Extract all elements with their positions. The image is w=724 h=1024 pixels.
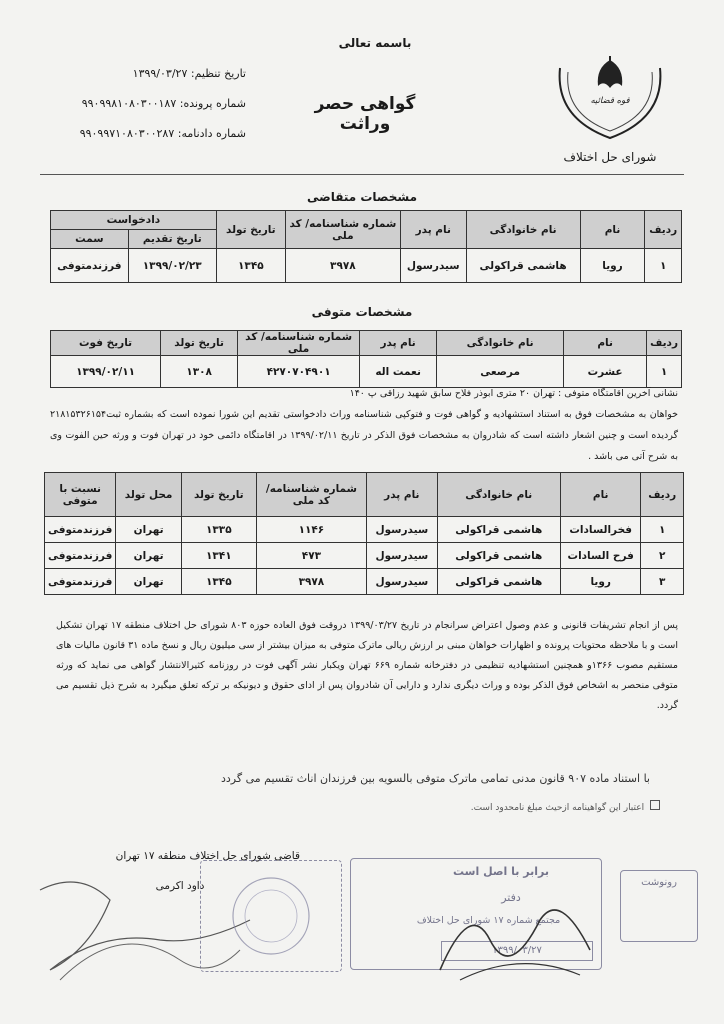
col-last-name: نام خانوادگی <box>437 473 560 517</box>
cell-father: سیدرسول <box>367 517 437 543</box>
table-row <box>51 356 682 388</box>
cell-father: سیدرسول <box>367 569 437 595</box>
cell-index: ۱ <box>645 249 682 283</box>
applicant-table <box>50 210 682 283</box>
col-father: نام پدر <box>400 211 466 249</box>
cell-last-name: هاشمی قراکولی <box>466 249 580 283</box>
issue-date-label: تاریخ تنظیم: <box>190 67 246 80</box>
col-request: دادخواست <box>51 211 217 230</box>
col-submit-date: تاریخ تقدیم <box>128 230 216 249</box>
article-line: با استناد ماده ۹۰۷ قانون مدنی تمامی ماترک متوفی بالسویه بین فرزندان اناث تقسیم می گردد <box>220 772 650 785</box>
bismillah: باسمه تعالی <box>338 36 412 50</box>
cell-relation: فرزندمتوفی <box>45 543 116 569</box>
cell-father: نعمت اله <box>360 356 437 388</box>
cell-father: سیدرسول <box>367 543 437 569</box>
col-place: محل تولد <box>116 473 182 517</box>
cell-last-name: هاشمی قراکولی <box>437 517 560 543</box>
col-father: نام پدر <box>367 473 437 517</box>
stamp-branch-text: مجتمع شماره ۱۷ شورای حل اختلاف <box>416 915 561 926</box>
council-name: شورای حل اختلاف <box>563 150 657 164</box>
stamp-office-text: دفتر <box>501 891 521 904</box>
col-id: شماره شناسنامه/ کد ملی <box>285 211 400 249</box>
cell-first-name: رویا <box>580 249 645 283</box>
table-row <box>45 569 684 595</box>
col-first-name: نام <box>564 331 647 356</box>
col-first-name: نام <box>580 211 645 249</box>
cell-last-name: هاشمی قراکولی <box>437 569 560 595</box>
cell-birth: ۱۳۴۵ <box>216 249 285 283</box>
applicant-section-title: مشخصات متقاضی <box>306 190 418 204</box>
table-row <box>45 517 684 543</box>
cell-first-name: فخرالسادات <box>560 517 640 543</box>
col-relation: نسبت با متوفی <box>45 473 116 517</box>
file-number-value: ۹۹۰۹۹۸۱۰۸۰۳۰۰۱۸۷ <box>81 97 177 110</box>
validity-line <box>440 800 660 813</box>
cell-id: ۱۱۴۶ <box>256 517 366 543</box>
page-title: گواهی حصر وراثت <box>314 94 416 134</box>
cell-id: ۳۹۷۸ <box>285 249 400 283</box>
cell-birth: ۱۳۰۸ <box>161 356 238 388</box>
table-row <box>45 543 684 569</box>
cell-last-name: هاشمی قراکولی <box>437 543 560 569</box>
cell-relation: فرزندمتوفی <box>45 517 116 543</box>
header-divider <box>40 174 684 175</box>
cell-place: تهران <box>116 569 182 595</box>
col-role: سمت <box>51 230 129 249</box>
col-death: تاریخ فوت <box>51 331 161 356</box>
col-father: نام پدر <box>360 331 437 356</box>
cell-first-name: عشرت <box>564 356 647 388</box>
table-row <box>51 249 682 283</box>
col-first-name: نام <box>560 473 640 517</box>
address-line: نشانی آخرین اقامتگاه متوفی : تهران ۲۰ متری ابوذر فلاح سابق شهید رزاقی پ ۱۴۰ <box>349 388 678 399</box>
verdict-number-label: شماره دادنامه: <box>177 127 246 140</box>
cell-first-name: رویا <box>560 569 640 595</box>
cell-id: ۳۹۷۸ <box>256 569 366 595</box>
heirs-table <box>44 472 684 595</box>
issue-date <box>66 64 246 84</box>
col-index: ردیف <box>647 331 682 356</box>
cell-birth: ۱۳۴۱ <box>181 543 256 569</box>
emblem-icon <box>540 38 680 148</box>
stamp-receipt-text: رونوشت <box>641 877 677 888</box>
verdict-number <box>40 124 246 144</box>
col-birth: تاریخ تولد <box>161 331 238 356</box>
col-last-name: نام خانوادگی <box>437 331 564 356</box>
judge-title: قاضی شورای حل اختلاف منطقه ۱۷ تهران <box>115 850 300 862</box>
deceased-section-title: مشخصات متوفی <box>311 305 413 319</box>
seal-emblem-icon <box>201 861 341 971</box>
cell-role: فرزندمتوفی <box>51 249 129 283</box>
col-index: ردیف <box>645 211 682 249</box>
file-number <box>40 94 246 114</box>
cell-place: تهران <box>116 543 182 569</box>
verdict-number-value: ۹۹۰۹۹۷۱۰۸۰۳۰۰۲۸۷ <box>79 127 175 140</box>
court-seal <box>200 860 342 972</box>
cell-id: ۴۷۳ <box>256 543 366 569</box>
cell-first-name: فرح السادات <box>560 543 640 569</box>
judiciary-text: قوه قضائیه <box>590 96 630 106</box>
cell-birth: ۱۳۴۵ <box>181 569 256 595</box>
cell-index: ۱ <box>647 356 682 388</box>
cell-relation: فرزندمتوفی <box>45 569 116 595</box>
cell-father: سیدرسول <box>400 249 466 283</box>
cell-birth: ۱۳۳۵ <box>181 517 256 543</box>
intro-paragraph: خواهان به مشخصات فوق به استناد استشهادیه و گواهی فوت و فتوکپی شناسنامه وراث دادخواستی تقدیم این شورا نموده است که بشماره ثبت۲۱۸۱۵۳۲۶۱۵۴ گردیده است و چنین اشعار داشته است که شادروان به مشخصات فوق الذکر در تاریخ ۱۳۹۹/۰۲/۱۱ در اقامتگاه دائمی خود در تهران فوت و ورثه حین الفوت وی به شرح آتی می باشد . <box>50 409 678 462</box>
receipt-stamp <box>620 870 698 942</box>
validity-text: اعتبار این گواهینامه ازحیث مبلغ نامحدود است. <box>470 803 645 813</box>
cell-index: ۱ <box>641 517 684 543</box>
cell-place: تهران <box>116 517 182 543</box>
cell-death: ۱۳۹۹/۰۲/۱۱ <box>51 356 161 388</box>
col-index: ردیف <box>641 473 684 517</box>
cell-last-name: مرصعی <box>437 356 564 388</box>
checkbox-icon <box>650 800 660 810</box>
main-paragraph: پس از انجام تشریفات قانونی و عدم وصول اعتراض سرانجام در تاریخ ۱۳۹۹/۰۳/۲۷ دروقت فوق العاده حوزه ۸۰۳ شورای حل اختلاف منطقه ۱۷ تهران تشکیل است و با ملاحظه محتویات پرونده و اظهارات خواهان مبنی بر ارزش ریالی ماترک متوفی به میزان بیشتر از سی میلیون ریال و نسخ ماده ۳۱ قانون مالیات های مستقیم مصوب ۱۳۶۶و همچنین استشهادیه تنظیمی در دفترخانه شماره ۶۶۹ تهران ویکبار نشر آگهی فوت در روزنامه کثیرالانتشار گواهی می نماید که ورثه متوفی منحصر به اشخاص فوق الذکر بوده و وراث دیگری ندارد و دارایی آن شادروان پس از ادای حقوق و دیونیکه بر ترکه تعلق میگیرد به شرح ذیل تقسیم می گردد. <box>56 620 678 711</box>
col-id: شماره شناسنامه/ کد ملی <box>238 331 360 356</box>
judge-name: داود اکرمی <box>155 880 205 892</box>
col-last-name: نام خانوادگی <box>466 211 580 249</box>
stamp-date-text: ۱۳۹۹/۰۳/۲۷ <box>492 945 542 956</box>
judiciary-emblem <box>540 38 680 168</box>
seal-signature-icon <box>430 880 630 990</box>
col-birth: تاریخ تولد <box>181 473 256 517</box>
stamp-copy-text: برابر با اصل است <box>453 865 549 878</box>
col-id: شماره شناسنامه/ کد ملی <box>256 473 366 517</box>
cell-index: ۳ <box>641 569 684 595</box>
cell-id: ۴۲۷۰۷۰۴۹۰۱ <box>238 356 360 388</box>
cell-index: ۲ <box>641 543 684 569</box>
deceased-table <box>50 330 682 388</box>
col-birth: تاریخ تولد <box>216 211 285 249</box>
file-number-label: شماره پرونده: <box>179 97 246 110</box>
cell-submit-date: ۱۳۹۹/۰۲/۲۳ <box>128 249 216 283</box>
issue-date-value: ۱۳۹۹/۰۳/۲۷ <box>132 67 188 80</box>
